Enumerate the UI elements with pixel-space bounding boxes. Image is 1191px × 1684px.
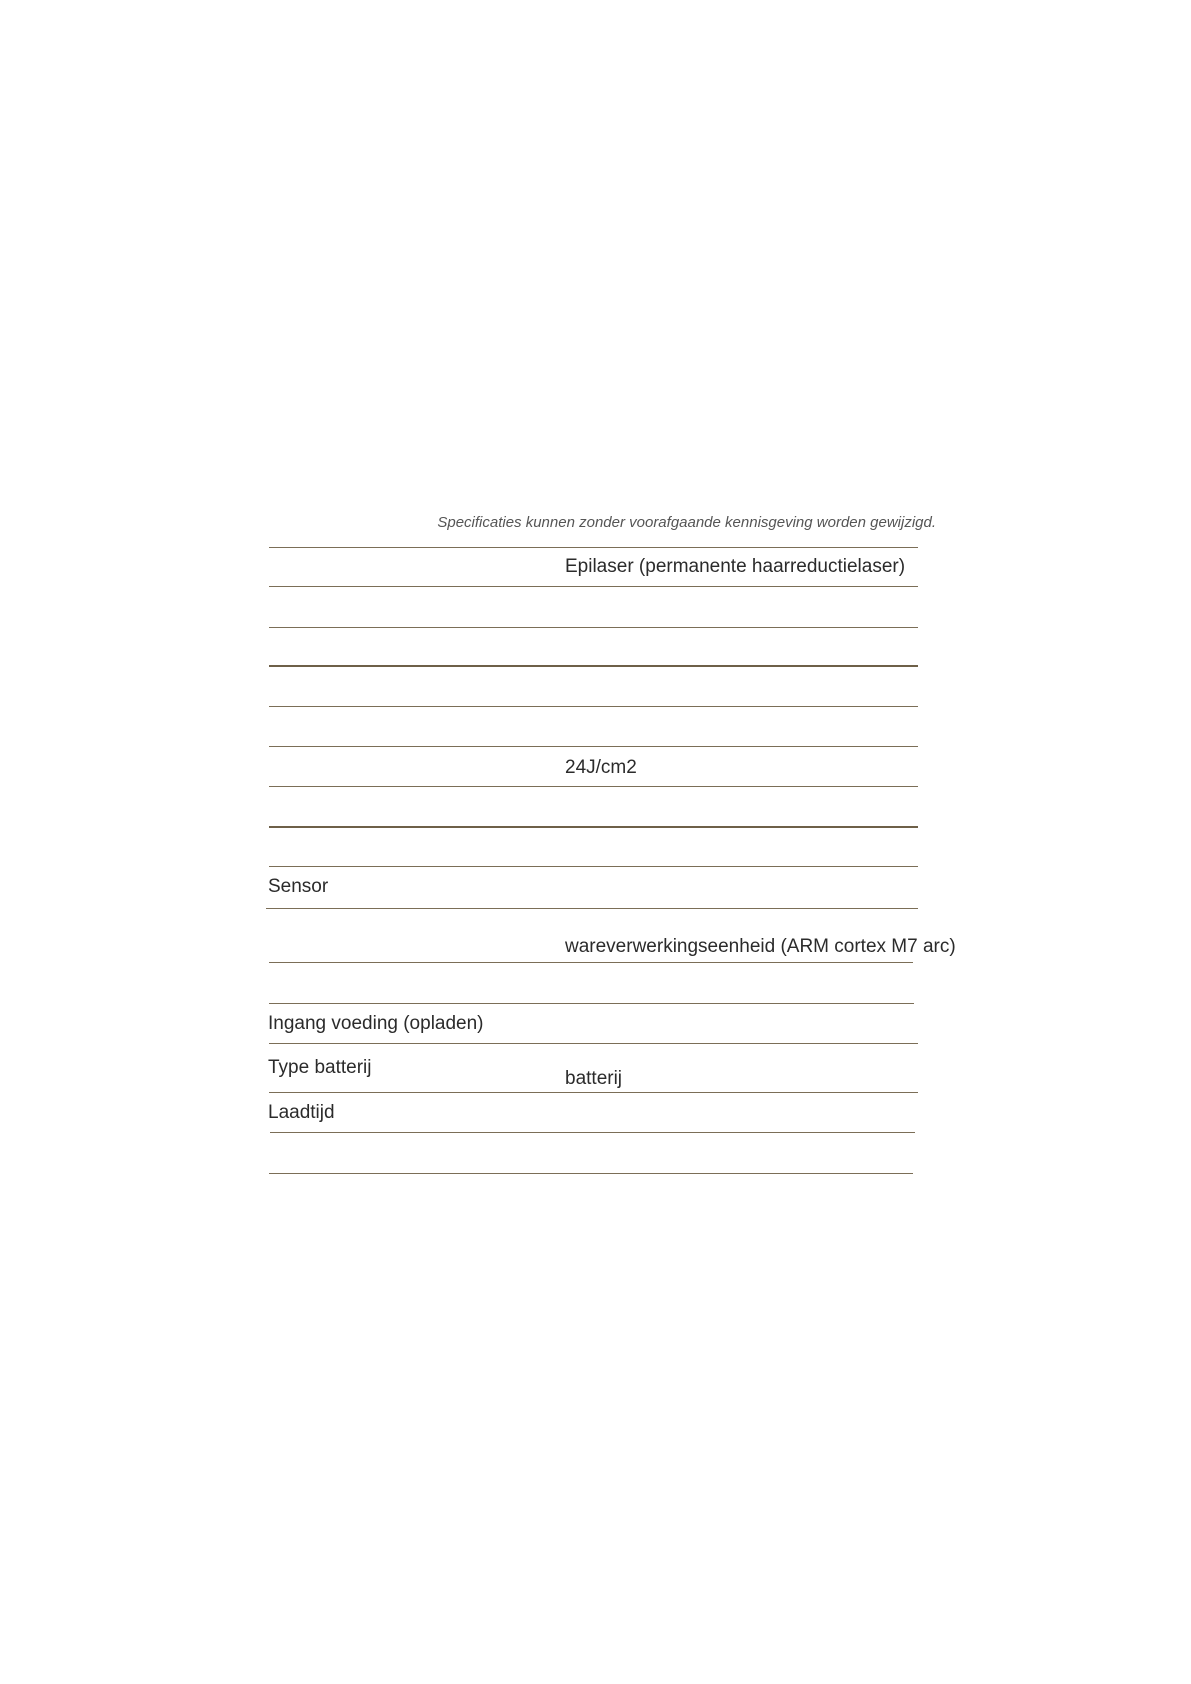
table-rule — [269, 547, 918, 548]
table-rule — [269, 866, 918, 867]
spec-value: batterij — [565, 1068, 623, 1089]
table-rule — [269, 1092, 918, 1093]
spec-value: wareverwerkingseenheid (ARM cortex M7 arc) — [565, 936, 956, 957]
table-rule — [269, 1173, 913, 1174]
table-rule — [266, 908, 918, 909]
table-rule — [269, 1043, 918, 1044]
table-rule — [270, 1132, 915, 1133]
spec-value: Epilaser (permanente haarreductielaser) — [565, 556, 906, 577]
table-rule — [269, 1003, 914, 1004]
spec-label: Sensor — [268, 876, 329, 897]
spec-label: Ingang voeding (opladen) — [268, 1013, 484, 1034]
table-rule — [269, 627, 918, 628]
table-rule — [269, 706, 918, 707]
spec-label: Type batterij — [268, 1057, 372, 1078]
table-rule — [269, 786, 918, 787]
table-rule — [269, 826, 918, 828]
spec-label: Laadtijd — [268, 1102, 335, 1123]
table-rule — [269, 586, 918, 587]
spec-value: 24J/cm2 — [565, 757, 637, 778]
table-rule — [269, 746, 918, 747]
disclaimer-note: Specificaties kunnen zonder voorafgaande kennisgeving worden gewijzigd. — [437, 514, 936, 531]
table-rule — [269, 665, 918, 667]
table-rule — [269, 962, 913, 963]
